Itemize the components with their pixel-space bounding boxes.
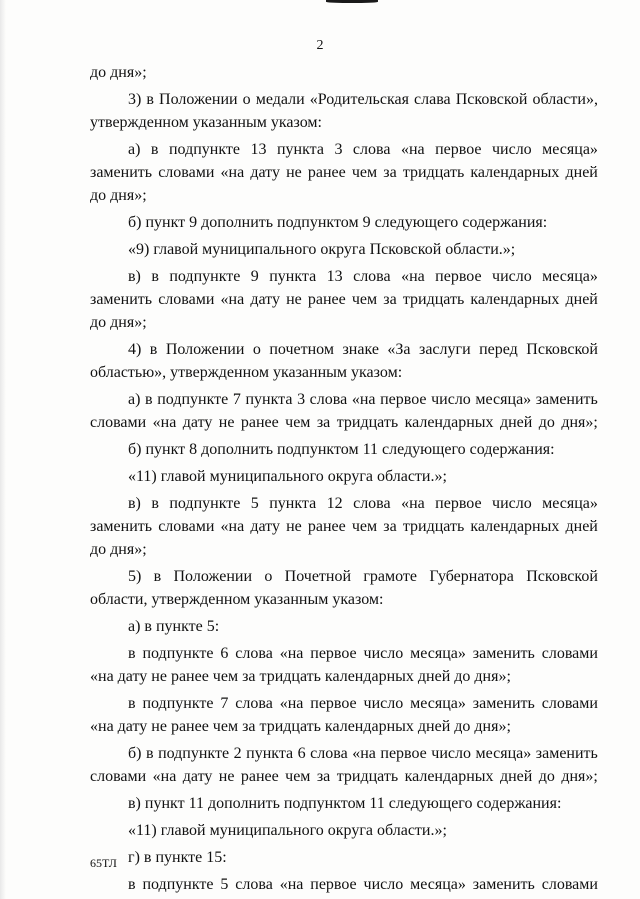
text-word: Положении: [165, 341, 245, 358]
text-word: в: [128, 645, 136, 662]
text-word: «на: [400, 141, 425, 158]
text-word: в: [145, 391, 153, 408]
text-word: заменить: [472, 876, 535, 893]
text-word: заслуги: [419, 341, 471, 358]
scan-mark: [326, 0, 378, 3]
text-word: словами: [541, 645, 598, 662]
text-word: Положении: [173, 568, 253, 585]
text-word: «на: [401, 495, 425, 512]
text-word: подпункте: [169, 495, 241, 512]
text-word: дней: [499, 414, 533, 431]
text-line: [90, 388, 598, 411]
text-word: «на: [401, 268, 425, 285]
text-word: «на: [279, 645, 304, 662]
text-word: медали: [255, 91, 305, 108]
text-word: за: [316, 414, 331, 431]
text-word: месяца»: [410, 645, 466, 662]
text-line: [90, 138, 598, 161]
text-word: б): [128, 745, 142, 762]
text-word: первое: [435, 495, 482, 512]
text-word: «на: [351, 391, 376, 408]
text-word: «на: [352, 745, 376, 762]
text-word: пункта: [245, 391, 293, 408]
text-word: в: [145, 745, 154, 762]
text-line: «11) главой муниципального округа области.»;: [128, 822, 447, 839]
text-word: месяца»: [410, 876, 466, 893]
text-line: [90, 515, 598, 538]
text-word: знаке: [342, 341, 379, 358]
document-body: [90, 61, 598, 896]
text-word: дней: [565, 291, 598, 308]
text-word: в: [151, 268, 159, 285]
text-word: заменить: [90, 518, 153, 535]
text-word: до: [538, 414, 555, 431]
text-word: календарных: [470, 291, 560, 308]
text-word: «на: [220, 518, 245, 535]
text-word: слава: [414, 91, 451, 108]
text-word: чем: [285, 768, 311, 785]
text-word: первое: [380, 745, 427, 762]
text-word: 3: [297, 391, 306, 408]
text-word: месяца»: [542, 495, 598, 512]
text-word: тридцать: [336, 414, 399, 431]
text-word: первое: [310, 695, 357, 712]
text-word: месяца»: [542, 141, 598, 158]
text-word: подпункте: [142, 876, 214, 893]
text-word: первое: [310, 876, 357, 893]
text-word: «на: [279, 695, 304, 712]
text-word: «Родительская: [309, 91, 409, 108]
text-word: ранее: [307, 518, 346, 535]
text-word: слова: [309, 391, 348, 408]
text-word: дату: [182, 768, 213, 785]
text-word: первое: [435, 268, 482, 285]
text-word: 3): [128, 91, 142, 108]
footer-code: 65ТЛ: [90, 856, 117, 870]
text-word: словами: [158, 164, 215, 181]
text-word: подпункте: [142, 695, 214, 712]
text-word: первое: [380, 391, 427, 408]
text-line: [90, 765, 598, 788]
text-word: 3: [334, 141, 343, 158]
text-word: подпункте: [158, 745, 230, 762]
text-word: в): [128, 268, 141, 285]
text-word: пункта: [269, 268, 317, 285]
text-word: чем: [351, 164, 378, 181]
text-word: чем: [351, 518, 378, 535]
text-word: Положении: [159, 91, 238, 108]
text-word: а): [128, 141, 141, 158]
text-word: дней: [565, 164, 598, 181]
scan-edge-shadow: [0, 0, 6, 899]
text-line: до дня»;: [90, 314, 147, 331]
text-word: число: [363, 695, 404, 712]
text-word: ранее: [307, 291, 346, 308]
text-word: «на: [220, 164, 245, 181]
text-word: до: [538, 768, 555, 785]
text-word: число: [363, 876, 404, 893]
text-word: календарных: [470, 518, 560, 535]
text-word: Псковской: [455, 91, 528, 108]
text-word: о: [264, 568, 273, 585]
text-word: заменить: [472, 695, 535, 712]
text-word: 5: [220, 876, 229, 893]
text-word: Почетной: [284, 568, 352, 585]
text-word: не: [286, 291, 302, 308]
text-word: слова: [235, 695, 273, 712]
text-word: в: [151, 495, 159, 512]
text-word: месяца»: [475, 391, 532, 408]
text-line: б) пункт 9 дополнить подпунктом 9 следующего содержания:: [128, 214, 548, 231]
text-line: области, утвержденном указанным указом:: [90, 591, 384, 608]
text-line: до дня»;: [90, 541, 147, 558]
text-line: областью», утвержденном указанным указом:: [90, 364, 403, 381]
text-word: пункта: [269, 495, 317, 512]
text-word: в: [128, 695, 136, 712]
text-word: слова: [310, 745, 348, 762]
text-word: а): [128, 391, 141, 408]
text-word: число: [431, 391, 471, 408]
text-word: календарных: [470, 164, 560, 181]
text-word: ранее: [240, 414, 279, 431]
text-word: месяца»: [542, 268, 598, 285]
text-word: заменить: [472, 645, 535, 662]
text-word: чем: [351, 291, 378, 308]
text-word: почетном: [269, 341, 334, 358]
text-word: календарных: [404, 768, 494, 785]
text-line: [90, 492, 598, 515]
text-word: месяца»: [410, 695, 466, 712]
text-word: число: [492, 495, 532, 512]
text-word: слова: [235, 876, 273, 893]
text-word: грамоте: [363, 568, 418, 585]
text-word: тридцать: [402, 164, 465, 181]
text-line: [90, 565, 598, 588]
text-word: 13: [250, 141, 267, 158]
text-word: о: [242, 91, 251, 108]
text-word: дня»;: [561, 768, 598, 785]
text-word: «на: [220, 291, 245, 308]
text-word: в): [128, 495, 141, 512]
text-word: 2: [233, 745, 242, 762]
text-word: в: [149, 341, 158, 358]
text-word: подпункте: [169, 268, 241, 285]
text-word: подпункте: [157, 391, 229, 408]
text-line: «на дату не ранее чем за тридцать календарных дней до дня»;: [90, 718, 511, 735]
text-word: словами: [158, 518, 215, 535]
text-word: число: [492, 268, 532, 285]
text-word: ранее: [307, 164, 346, 181]
text-word: число: [363, 645, 404, 662]
text-word: дату: [182, 414, 213, 431]
text-line: «на дату не ранее чем за тридцать календарных дней до дня»;: [90, 668, 511, 685]
text-line: в) пункт 11 дополнить подпунктом 11 следующего содержания:: [128, 795, 562, 812]
text-word: в: [150, 141, 159, 158]
text-line: утвержденном указанным указом:: [90, 114, 322, 131]
text-word: 13: [326, 268, 343, 285]
text-word: тридцать: [402, 291, 465, 308]
text-word: пункта: [276, 141, 324, 158]
text-line: до дня»;: [90, 64, 147, 81]
text-word: месяца»: [475, 745, 532, 762]
text-word: календарных: [404, 414, 494, 431]
text-word: перед: [479, 341, 518, 358]
text-word: 5: [250, 495, 259, 512]
text-word: первое: [435, 141, 482, 158]
text-line: [90, 692, 598, 715]
text-word: за: [383, 518, 397, 535]
text-word: дня»;: [561, 414, 598, 431]
text-word: слова: [353, 495, 391, 512]
text-word: не: [286, 518, 302, 535]
text-word: 4): [128, 341, 142, 358]
text-word: в: [153, 568, 162, 585]
text-word: «на: [279, 876, 304, 893]
text-word: слова: [353, 268, 391, 285]
text-word: словами: [90, 414, 147, 431]
text-line: [90, 338, 598, 361]
text-word: заменить: [90, 291, 153, 308]
text-word: дату: [250, 164, 280, 181]
text-line: [90, 265, 598, 288]
text-word: словами: [90, 768, 147, 785]
text-line: б) пункт 8 дополнить подпунктом 11 следующего содержания:: [128, 441, 555, 458]
text-word: словами: [541, 876, 598, 893]
text-word: Псковской: [526, 568, 598, 585]
text-line: [90, 742, 598, 765]
text-word: Губернатора: [429, 568, 514, 585]
text-word: словами: [541, 695, 598, 712]
text-word: 6: [220, 645, 229, 662]
text-word: слова: [352, 141, 391, 158]
text-line: г) в пункте 15:: [128, 849, 227, 866]
text-word: в: [146, 91, 154, 108]
text-line: [90, 873, 598, 896]
text-word: чем: [285, 414, 311, 431]
text-word: области»,: [532, 91, 598, 108]
text-word: тридцать: [336, 768, 399, 785]
text-word: 5): [128, 568, 142, 585]
text-word: 9: [250, 268, 259, 285]
text-word: дней: [565, 518, 598, 535]
text-word: Псковской: [526, 341, 598, 358]
text-word: заменить: [535, 391, 598, 408]
text-word: дату: [250, 291, 280, 308]
text-word: слова: [235, 645, 273, 662]
text-word: не: [218, 414, 235, 431]
text-word: «За: [387, 341, 411, 358]
text-line: [90, 642, 598, 665]
text-word: 6: [297, 745, 306, 762]
page-number: 2: [316, 38, 324, 53]
text-word: в: [128, 876, 136, 893]
text-word: дату: [250, 518, 280, 535]
text-word: ранее: [240, 768, 279, 785]
text-line: «9) главой муниципального округа Псковской области.»;: [128, 241, 516, 258]
text-word: «на: [152, 414, 177, 431]
text-word: 7: [220, 695, 229, 712]
text-word: за: [316, 768, 331, 785]
text-word: о: [252, 341, 261, 358]
text-word: за: [383, 164, 397, 181]
text-word: словами: [158, 291, 215, 308]
text-line: [90, 411, 598, 434]
text-line: [90, 88, 598, 111]
text-word: подпункте: [142, 645, 214, 662]
text-word: «на: [152, 768, 177, 785]
text-line: а) в пункте 5:: [128, 618, 220, 635]
text-word: число: [491, 141, 532, 158]
text-word: первое: [310, 645, 357, 662]
text-word: за: [383, 291, 397, 308]
text-line: [90, 288, 598, 311]
text-word: не: [286, 164, 302, 181]
text-word: заменить: [90, 164, 153, 181]
text-line: до дня»;: [90, 187, 147, 204]
text-word: тридцать: [402, 518, 465, 535]
text-word: не: [218, 768, 235, 785]
text-word: 12: [326, 495, 343, 512]
text-word: дней: [499, 768, 533, 785]
text-word: 7: [232, 391, 241, 408]
text-line: «11) главой муниципального округа области.»;: [128, 468, 447, 485]
text-word: пункта: [246, 745, 294, 762]
text-word: подпункте: [168, 141, 240, 158]
text-line: [90, 161, 598, 184]
text-word: заменить: [535, 745, 598, 762]
text-word: число: [431, 745, 471, 762]
